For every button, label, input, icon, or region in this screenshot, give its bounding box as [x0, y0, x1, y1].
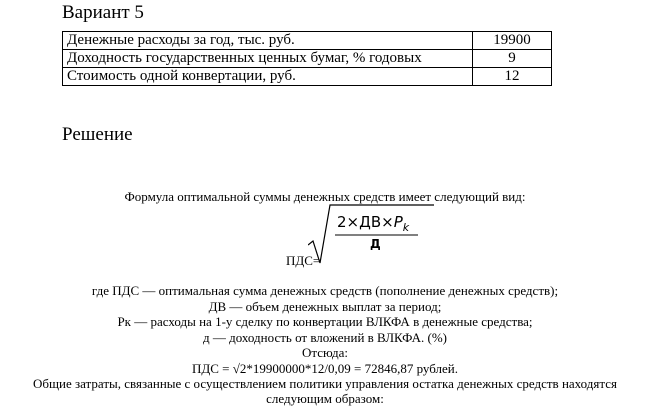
row-label: Стоимость одной конвертации, руб.	[63, 68, 473, 86]
definition-line: ДВ — объем денежных выплат за период;	[208, 298, 442, 314]
row-label: Доходность государственных ценных бумаг, % годовых	[63, 50, 473, 68]
closing-line: Общие затраты, связанные с осуществлением политики управления остатка денежных средств находятся	[33, 376, 617, 391]
parameters-table	[62, 31, 552, 86]
formula-intro: Формула оптимальной суммы денежных средств имеет следующий вид:	[124, 189, 526, 204]
closing-line: следующим образом:	[266, 391, 384, 406]
solution-heading: Решение	[62, 124, 133, 145]
definition-line: где ПДС — оптимальная сумма денежных средств (пополнение денежных средств);	[91, 283, 559, 298]
definition-line: Отсюда:	[301, 345, 349, 360]
row-value: 12	[473, 68, 552, 86]
numerator-sub: k	[402, 221, 410, 234]
row-value: 19900	[473, 32, 552, 50]
formula-numerator	[337, 213, 410, 234]
row-value: 9	[473, 50, 552, 68]
numerator-main: 2×ДВ×	[337, 213, 394, 231]
variant-heading: Вариант 5	[62, 2, 144, 23]
table-row	[63, 32, 552, 50]
definition-line: Рк — расходы на 1-у сделку по конвертации ВЛКФА в денежные средства;	[117, 314, 533, 329]
definition-line: д — доходность от вложений в ВЛКФА. (%)	[203, 329, 447, 345]
numerator-var: P	[393, 213, 403, 231]
row-label: Денежные расходы за год, тыс. руб.	[63, 32, 473, 50]
table-row	[63, 68, 552, 86]
formula-denominator: Д	[370, 237, 381, 251]
radical-sign	[308, 201, 438, 267]
formula-label: ПДС=	[286, 253, 321, 268]
calculation-line: ПДС = √2*19900000*12/0,09 = 72846,87 рублей.	[192, 360, 458, 376]
table-row	[63, 50, 552, 68]
